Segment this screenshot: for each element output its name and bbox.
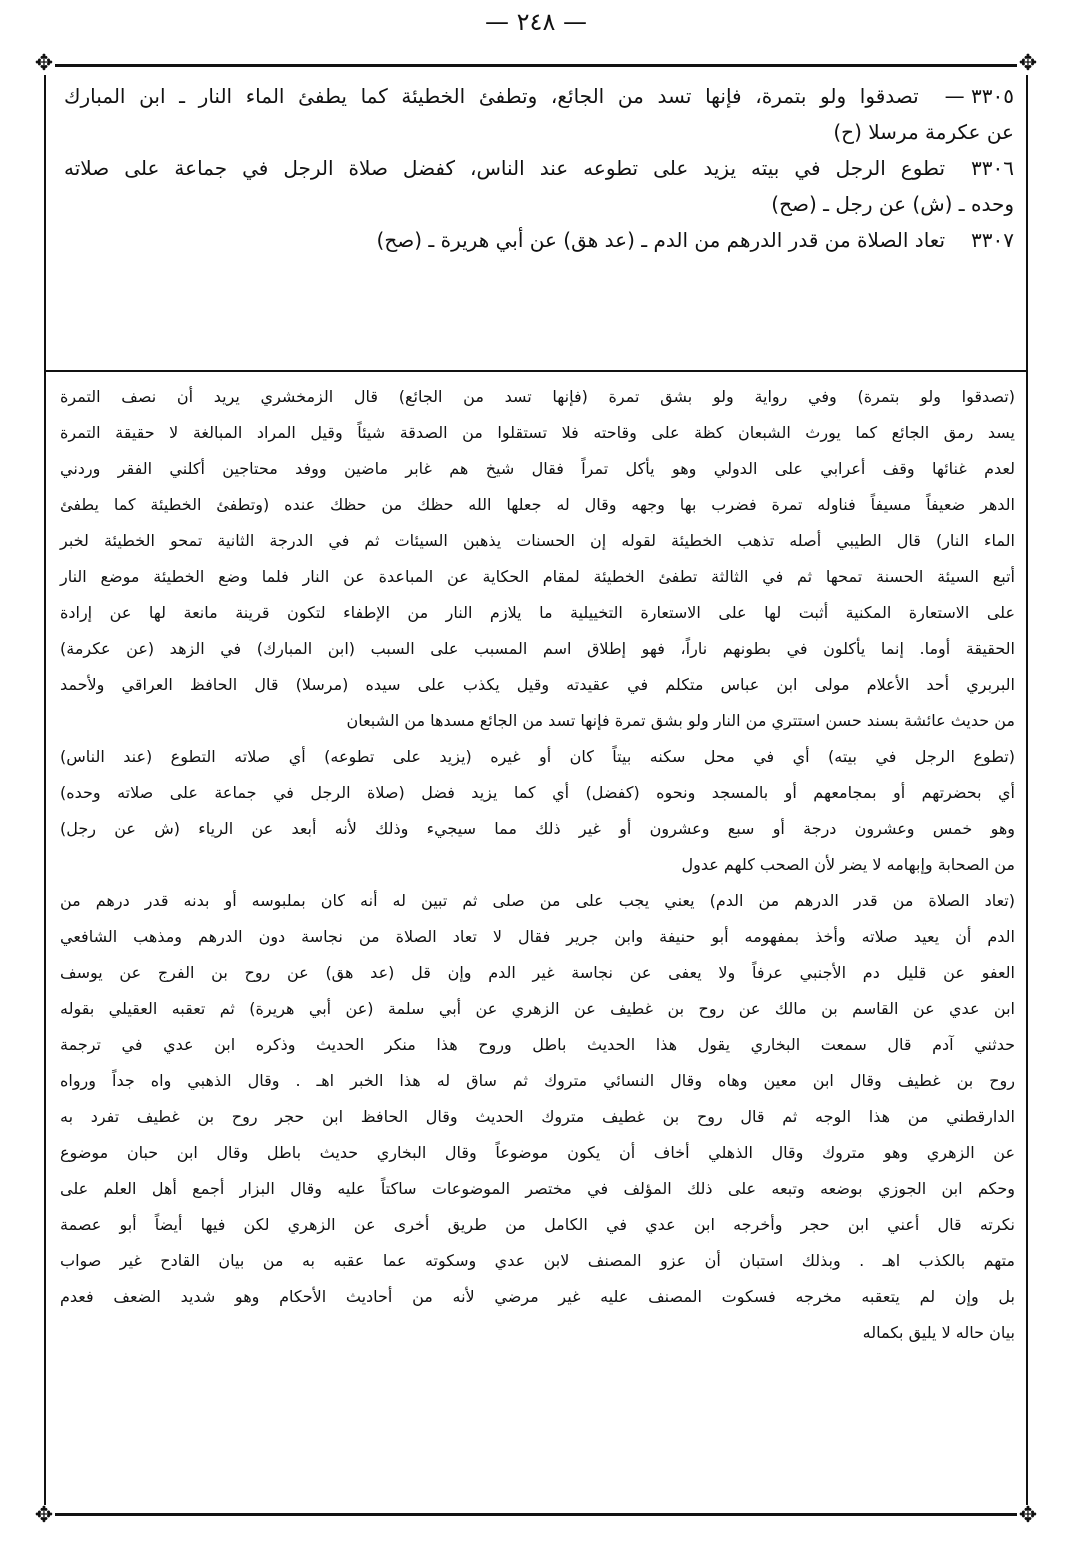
commentary-line: حدثني آدم قال سمعت البخاري يقول هذا الحديث باطل وروح هذا منكر الحديث وذكره ابن عدي في ترجمة (60, 1035, 1015, 1054)
hadith-number: ٣٣٠٧ (971, 228, 1014, 252)
hadith-section (64, 78, 1014, 258)
commentary-line: الدارقطني من هذا الوجه ثم قال روح بن غطيف متروك الحديث وقال الحافظ ابن حجر روح بن غطيف تفرد به (60, 1107, 1015, 1126)
hadith-line (64, 150, 1014, 186)
commentary-line: أتبع السيئة الحسنة تمحها ثم في الثالثة تطفئ الخطيئة لمقام الحكاية عن المباعدة عن النار فلما وضع الخطيئة موضع النار (60, 567, 1015, 586)
hadith-text: تعاد الصلاة من قدر الدرهم من الدم ـ (عد هق) عن أبي هريرة ـ (صح) (376, 228, 946, 252)
commentary-line: لعدم غنائها وقف أعرابي على الدولي وهو يأكل تمراً فقال شيخ هم غابر ماضين ووفد محتاجين أكلني الفقر وردني (60, 459, 1015, 478)
commentary-line: وحكم ابن الجوزي بوضعه وتبعه على ذلك المؤلف في مختصر الموضوعات ساكتاً عليه وقال البزار أجمع أهل العلم على (60, 1179, 1015, 1198)
commentary-line: البربري أحد الأعلام مولى ابن عباس متكلم في عقيدته وقيل يكذب على سيده (مرسلا) قال الحافظ العراقي ولأحمد (60, 675, 1015, 694)
page-number: — ٢٤٨ — (485, 8, 587, 36)
commentary-line: أي بحضرتهم أو بمجامعهم أو بالمسجد ونحوه (كفضل) أي كما يزيد فضل (صلاة الرجل في جماعة على صلاته وحده) (60, 783, 1015, 802)
commentary-line: وهو خمس وعشرون درجة أو سبع وعشرون أو غير ذلك مما سيجيء وذلك لأنه أبعد عن الرياء (ش عن رجل) (60, 819, 1015, 838)
commentary-line: عن الزهري وهو متروك وقال الذهلي أخاف أن يكون موضوعاً وقال البخاري حديث باطل وقال ابن حبان موضوع (60, 1143, 1015, 1162)
section-divider (44, 370, 1028, 372)
hadith-text: تصدقوا ولو بتمرة، فإنها تسد من الجائع، وتطفئ الخطيئة كما يطفئ الماء النار ـ ابن المبارك (64, 84, 919, 108)
commentary-section (60, 380, 1015, 1352)
commentary-line: على الاستعارة المكنية أثبت لها على الاستعارة التخييلية ما يلازم النار من الإطفاء لتكون قرينة مانعة لها عن إرادة (60, 603, 1015, 622)
commentary-line: (تطوع الرجل في بيته) أي في محل سكنه بيتاً كان أو غيره (يزيد على تطوعه) أي صلاته التطوع (عند الناس) (60, 747, 1015, 766)
corner-ornament-icon: ✥ (34, 51, 54, 76)
corner-ornament-icon: ✥ (1018, 1503, 1038, 1528)
hadith-line: عن عكرمة مرسلا (ح) (833, 120, 1014, 144)
commentary-line: (تصدقوا ولو بتمرة) وفي رواية ولو بشق تمرة (فإنها تسد من الجائع) قال الزمخشري يريد أن نصف التمرة (60, 387, 1015, 406)
hadith-line: وحده ـ (ش) عن رجل ـ (صح) (771, 192, 1014, 216)
commentary-line: ابن عدي عن القاسم بن مالك عن روح بن غطيف عن الزهري عن أبي سلمة (عن أبي هريرة) ثم تعقبه العقيلي بقوله (60, 999, 1015, 1018)
commentary-line: من حديث عائشة بسند حسن استتري من النار ولو بشق تمرة فإنها تسد من الجائع مسدها من الشبعان (346, 711, 1015, 730)
hadith-text: تطوع الرجل في بيته يزيد على تطوعه عند الناس، كفضل صلاة الرجل في جماعة على صلاته (64, 156, 946, 180)
commentary-line: (تعاد الصلاة من قدر الدرهم من الدم) يعني يجب على من صلى ثم تبين له أنه كان بملبوسه أو بدنه قدر درهم من (60, 891, 1015, 910)
commentary-line: بيان حاله لا يليق بكماله (862, 1323, 1015, 1342)
commentary-line: الحقيقة أوما. إنما يأكلون في بطونهم ناراً، فهو إطلاق اسم المسبب على السبب (ابن المبارك) في الزهد (عن عكرمة) (60, 639, 1015, 658)
commentary-line: الدهر ضعيفاً مسيفاً فناوله تمرة فضرب بها وجهه وقال له جعلها الله حظك من حظك عنده (وتطفئ الخطيئة كما يطفئ (60, 495, 1015, 514)
commentary-line: متهم بالكذب اهـ . وبذلك استبان أن عزو المصنف لابن عدي وسكوته عما عقبه به من بيان القادح غير صواب (60, 1251, 1015, 1270)
hadith-line (64, 222, 1014, 258)
commentary-line: بل وإن لم يتعقبه مخرجه فسكوت المصنف عليه غير مرضي لأنه من أحاديث الأحكام وهو شديد الضعف فعدم (60, 1287, 1015, 1306)
hadith-number: ٣٣٠٥ — (944, 84, 1014, 108)
corner-ornament-icon: ✥ (1018, 51, 1038, 76)
commentary-line: من الصحابة وإبهامه لا يضر لأن الصحب كلهم عدول (681, 855, 1015, 874)
corner-ornament-icon: ✥ (34, 1503, 54, 1528)
commentary-line: يسد رمق الجائع كما يورث الشبعان كظة على وقاحته فلا تستقلوا من الصدقة شيئاً وقيل المراد المبالغة لا حقيقة التمرة (60, 423, 1015, 442)
commentary-line: الماء النار) قال الطيبي أصله تذهب الخطيئة لقوله إن الحسنات يذهبن السيئات ثم في الدرجة الثانية تمحو الخطيئة لخبر (60, 531, 1015, 550)
commentary-line: نكرته قال أعني ابن حجر وأخرجه ابن عدي في الكامل من طريق أخرى عن الزهري لكن فيها أيضاً أبو عصمة (60, 1215, 1015, 1234)
hadith-number: ٣٣٠٦ (971, 156, 1014, 180)
hadith-line (64, 78, 1014, 114)
commentary-line: العفو عن قليل دم الأجنبي عرفاً ولا يعفى عن نجاسة غير الدم وإن قل (عد هق) عن روح بن الفرج عن يوسف (60, 963, 1015, 982)
commentary-line: الدم أن يعيد صلاته وأخذ بمفهومه أبو حنيفة وابن جرير فقال لا تعاد الصلاة من نجاسة دون الدرهم ومذهب الشافعي (60, 927, 1015, 946)
commentary-line: روح بن غطيف وقال ابن معين وهاه وقال النسائي متروك ثم ساق له هذا الخبر اهـ . وقال الذهبي واه جداً ورواه (60, 1071, 1015, 1090)
